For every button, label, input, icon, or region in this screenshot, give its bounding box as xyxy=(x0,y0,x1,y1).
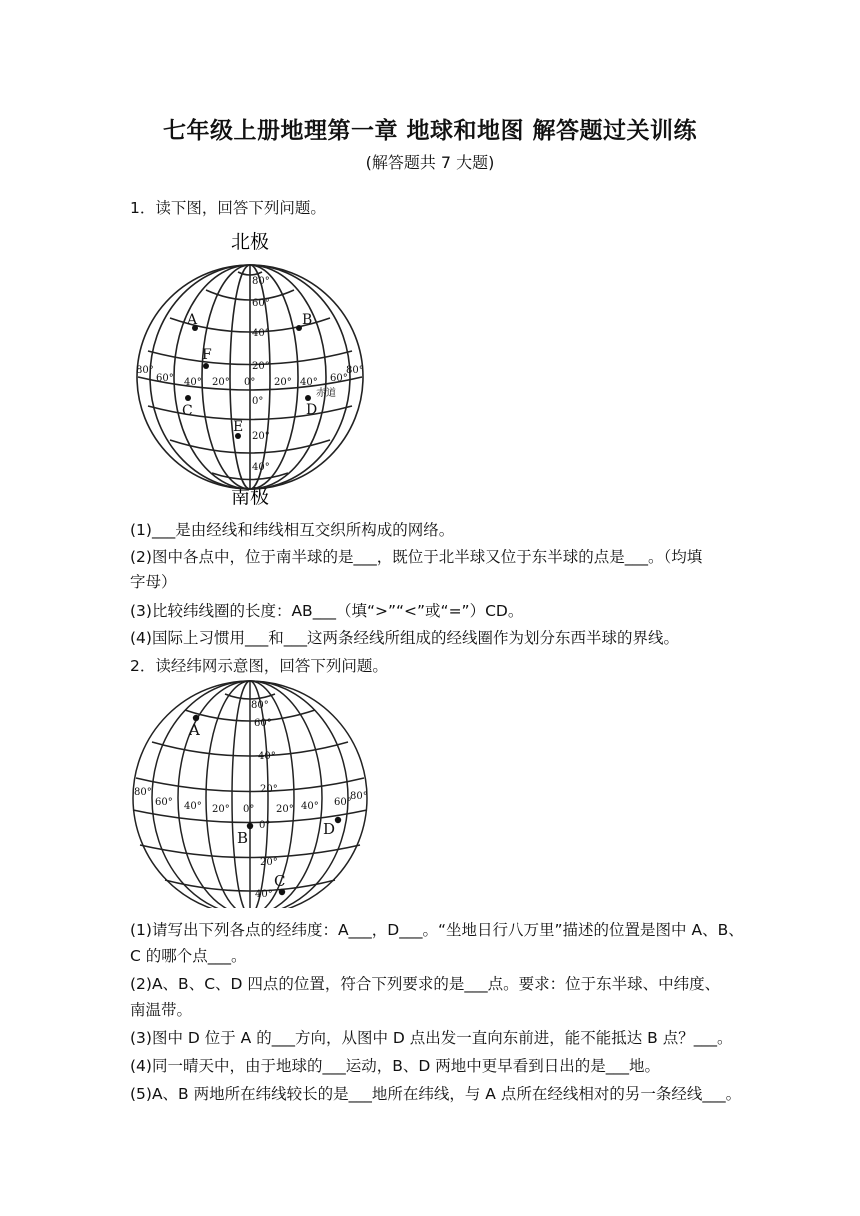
page-title: 七年级上册地理第一章 地球和地图 解答题过关训练 xyxy=(162,118,697,144)
q1-south-pole-label: 南极 xyxy=(230,486,270,508)
point-c-label: C xyxy=(274,872,286,890)
point-c-label: C xyxy=(182,403,193,419)
q1-lon-label: 80° xyxy=(346,365,364,376)
q1-line-5: (4)国际上习惯用___和___这两条经线所组成的经线圈作为划分东西半球的界线。 xyxy=(130,629,679,647)
q2-lon-label: 20° xyxy=(212,804,230,815)
q2-lon-label: 80° xyxy=(134,787,152,798)
q2-line-4: 南温带。 xyxy=(130,1001,193,1019)
q1-line-2: (2)图中各点中，位于南半球的是___，既位于北半球又位于东半球的点是___。（均填 xyxy=(130,548,703,566)
point-b-label: B xyxy=(302,312,313,328)
q2-stem: 2．读经纬网示意图，回答下列问题。 xyxy=(130,657,388,675)
q1-lat-label: 0° xyxy=(252,396,264,407)
q1-lon-label: 60° xyxy=(156,373,174,384)
point-c-marker xyxy=(185,395,191,401)
q2-graticule xyxy=(133,681,367,908)
q2-lon-label: 40° xyxy=(184,801,202,812)
q1-lon-label: 20° xyxy=(274,377,292,388)
page-subtitle: (解答题共 7 大题) xyxy=(365,153,495,172)
q2-lon-label: 80° xyxy=(350,791,368,802)
point-a-label: A xyxy=(187,312,198,328)
point-e-label: E xyxy=(233,419,244,435)
q2-line-2: C 的哪个点___。 xyxy=(130,947,247,965)
q1-lon-label: 20° xyxy=(212,377,230,388)
q2-lat-label: 40° xyxy=(258,751,276,762)
q1-equator-label: 赤道 xyxy=(316,388,336,399)
q2-lat-label: 80° xyxy=(251,700,269,711)
q1-north-pole-label: 北极 xyxy=(230,231,270,253)
q1-lat-label: 60° xyxy=(252,298,270,309)
point-d-marker xyxy=(305,395,311,401)
q2-lon-label: 0° xyxy=(243,804,255,815)
q1-lat-label: 20° xyxy=(252,431,270,442)
q1-lon-label: 80° xyxy=(136,365,154,376)
point-d-marker xyxy=(335,817,341,823)
q2-line-5: (3)图中 D 位于 A 的___方向，从图中 D 点出发一直向东前进，能不能抵达 B 点？___。 xyxy=(130,1029,733,1047)
q1-lon-label: 0° xyxy=(244,377,256,388)
q1-lat-label: 40° xyxy=(252,328,270,339)
q1-line-1: (1)___是由经线和纬线相互交织所构成的网络。 xyxy=(130,521,455,539)
q1-line-4: (3)比较纬线圈的长度：AB___（填“>”“<”或“=”）CD。 xyxy=(130,602,524,620)
q1-lon-label: 60° xyxy=(330,373,348,384)
q1-lat-label: 80° xyxy=(252,276,270,287)
q1-line-3: 字母） xyxy=(130,573,177,591)
q1-globe-figure xyxy=(130,228,380,510)
q2-globe-figure xyxy=(130,680,375,908)
q1-lon-label: 40° xyxy=(184,377,202,388)
q1-lon-label: 40° xyxy=(300,377,318,388)
q2-lat-label: 40° xyxy=(255,889,273,900)
q2-lon-label: 40° xyxy=(301,801,319,812)
point-d-label: D xyxy=(306,402,318,418)
q1-stem: 1．读下图，回答下列问题。 xyxy=(130,199,326,217)
q2-lon-label: 60° xyxy=(155,797,173,808)
q1-lat-labels xyxy=(252,276,270,473)
q2-lon-label: 20° xyxy=(276,804,294,815)
q1-lat-label: 40° xyxy=(252,462,270,473)
q2-lat-label: 20° xyxy=(260,784,278,795)
point-f-label: F xyxy=(202,347,212,363)
point-a-label: A xyxy=(189,721,200,739)
point-b-label: B xyxy=(237,829,249,847)
point-d-label: D xyxy=(323,820,336,838)
q2-line-1: (1)请写出下列各点的经纬度：A___，D___。“坐地日行八万里”描述的位置是图中 A、B、 xyxy=(130,921,744,939)
q2-line-7: (5)A、B 两地所在纬线较长的是___地所在纬线，与 A 点所在经线相对的另一条经线___。 xyxy=(130,1085,742,1103)
q2-lon-label: 60° xyxy=(334,797,352,808)
q1-lat-label: 20° xyxy=(252,361,270,372)
q2-lat-label: 60° xyxy=(254,718,272,729)
q2-lat-label: 20° xyxy=(260,857,278,868)
q2-line-3: (2)A、B、C、D 四点的位置，符合下列要求的是___点。要求：位于东半球、中纬度、 xyxy=(130,975,721,993)
q2-line-6: (4)同一晴天中，由于地球的___运动，B、D 两地中更早看到日出的是___地。 xyxy=(130,1057,660,1075)
point-f-marker xyxy=(203,363,209,369)
q2-lat-label: 0° xyxy=(259,820,271,831)
